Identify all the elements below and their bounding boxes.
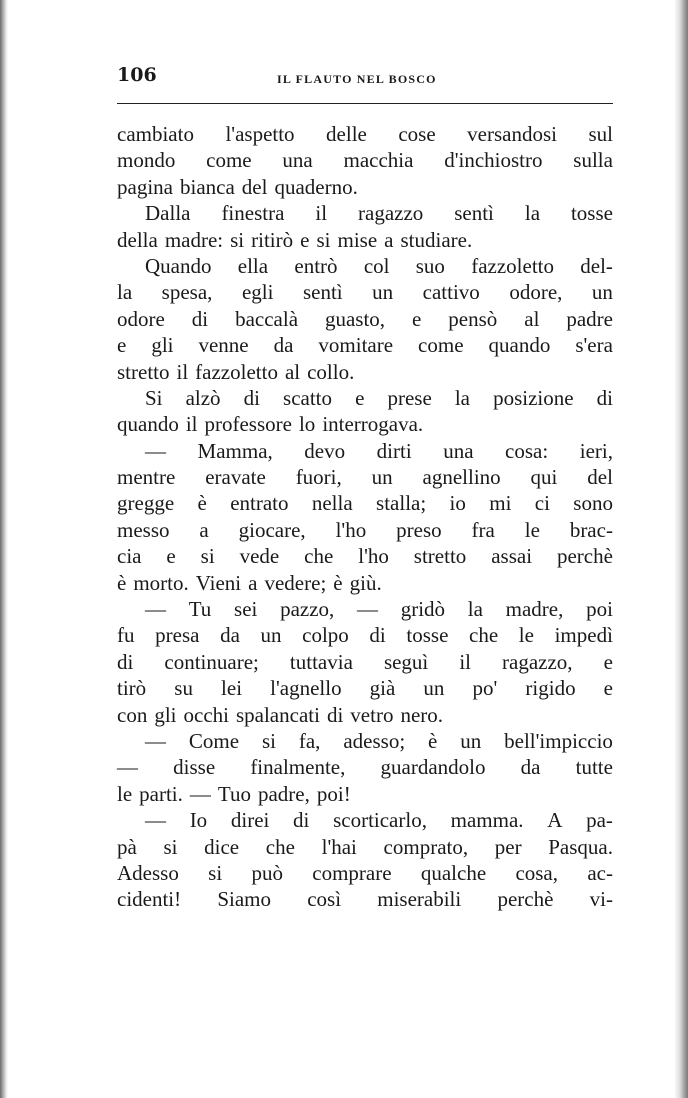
word: vetro [350, 702, 394, 727]
word: ci [534, 491, 550, 516]
word: qualche [420, 860, 487, 885]
word: scorticarlo, [333, 808, 427, 833]
word: baccalà [235, 306, 299, 331]
word: Si [145, 385, 163, 410]
word: di [117, 649, 134, 674]
word: Dalla [145, 201, 191, 226]
word: pà [117, 834, 137, 859]
word: entrò [294, 253, 338, 278]
text-line [117, 332, 613, 358]
word: un [371, 465, 393, 490]
word: padre [566, 306, 613, 331]
word: cose [398, 122, 436, 146]
text-line [117, 675, 613, 701]
text-line [117, 411, 613, 437]
word: il [459, 649, 471, 674]
text-line [117, 543, 613, 569]
word: Tuo [217, 781, 251, 806]
text-line [117, 306, 613, 332]
word: pensò [448, 306, 498, 331]
word: entrato [230, 491, 289, 516]
word: po' [472, 676, 498, 701]
word: cattivo [422, 280, 480, 305]
word: fu [117, 623, 135, 648]
text-line [117, 200, 613, 226]
text-line [117, 834, 613, 860]
word: madre: [164, 227, 224, 252]
word: le [518, 623, 534, 648]
word: mondo [117, 148, 176, 173]
word: può [251, 860, 283, 885]
word: finalmente, [250, 755, 346, 780]
word: rigido [525, 676, 576, 701]
word: spalancati [235, 702, 320, 727]
word: mise [337, 227, 378, 252]
word: prese [387, 385, 432, 410]
word: di [243, 385, 260, 410]
word: s'era [575, 333, 613, 358]
word: cosa: [505, 438, 549, 463]
word: l'ho [358, 544, 389, 569]
word: posizione [493, 385, 574, 410]
word: impedì [554, 623, 613, 648]
word: disse [173, 755, 216, 780]
word: si [200, 544, 215, 569]
word: gregge [117, 491, 175, 516]
word: brac- [569, 517, 613, 542]
word: la [467, 597, 483, 622]
word: a [199, 517, 209, 542]
running-title: IL FLAUTO NEL BOSCO [277, 72, 437, 86]
word: da [520, 755, 541, 780]
word: Mamma, [197, 438, 273, 463]
word: vi- [589, 887, 613, 912]
word: colpo [302, 623, 349, 648]
word: ella [237, 253, 269, 278]
word: un [260, 623, 282, 648]
text-line [117, 781, 613, 807]
word: — [117, 755, 138, 780]
text-line [117, 253, 613, 279]
text-line [117, 754, 613, 780]
word: ragazzo, [502, 649, 573, 674]
word: delle [326, 122, 367, 146]
word: dirti [376, 438, 412, 463]
word: è [197, 491, 207, 516]
word: mentre [117, 465, 176, 490]
text-line [117, 121, 613, 147]
text-line [117, 649, 613, 675]
word: Pasqua. [548, 834, 613, 859]
word: odore, [509, 280, 563, 305]
word: sono [573, 491, 613, 516]
word: bianca [179, 174, 235, 199]
word: la [117, 280, 133, 305]
word: d'inchiostro [444, 148, 543, 173]
word: il [315, 201, 328, 226]
word: stretto [413, 544, 467, 569]
text-line [117, 490, 613, 516]
word: gli [154, 702, 177, 727]
word: ieri, [579, 438, 613, 463]
word: sei [234, 597, 258, 622]
word: giocare, [238, 517, 306, 542]
page-number: 106 [117, 64, 157, 86]
word: del [241, 174, 268, 199]
word: per [494, 834, 522, 859]
word: nella [311, 491, 353, 516]
word: come [418, 333, 464, 358]
word: che [304, 544, 334, 569]
page-edge-shadow-left [0, 0, 8, 1098]
word: una [443, 438, 474, 463]
word: venne [198, 333, 249, 358]
word: mi [489, 491, 512, 516]
word: l'aspetto [225, 122, 295, 146]
word: della [117, 227, 158, 252]
word: suo [415, 253, 445, 278]
word: stretto [117, 359, 170, 384]
word: da [273, 333, 294, 358]
word: fa, [298, 728, 321, 753]
word: la [454, 385, 470, 410]
word: alzò [185, 385, 221, 410]
word: sentì [454, 201, 494, 226]
word: a [384, 227, 394, 252]
word: un [460, 728, 482, 753]
word: poi! [316, 781, 351, 806]
word: la [524, 201, 541, 226]
word: comprare [312, 860, 392, 885]
word: miserabili [377, 887, 462, 912]
word: di [326, 702, 344, 727]
text-line [117, 860, 613, 886]
text-line [117, 807, 613, 833]
word: fazzoletto [471, 253, 554, 278]
text-line [117, 174, 613, 200]
word: assai [491, 544, 533, 569]
word: è [117, 570, 127, 595]
word: — [145, 438, 166, 463]
word: tutte [575, 755, 613, 780]
word: collo. [307, 359, 355, 384]
word: che [265, 834, 295, 859]
word: madre, [505, 597, 564, 622]
word: da [220, 623, 240, 648]
word: come [206, 148, 252, 173]
word: — [145, 808, 166, 833]
word: sulla [573, 148, 613, 173]
word: è [333, 570, 343, 595]
word: interrogava. [322, 412, 424, 437]
word: bell'impiccio [504, 728, 613, 753]
word: pagina [117, 174, 173, 199]
word: e [412, 306, 422, 331]
text-line [117, 227, 613, 253]
word: pazzo, [280, 597, 335, 622]
word: e [603, 649, 613, 674]
word: un [591, 280, 613, 305]
word: finestra [221, 201, 285, 226]
word: gridò [400, 597, 446, 622]
word: l'ho [335, 517, 367, 542]
word: seguì [383, 649, 429, 674]
word: una [282, 148, 313, 173]
word: giù. [349, 570, 382, 595]
word: già [369, 676, 396, 701]
word: poi [586, 597, 613, 622]
word: guasto, [324, 306, 386, 331]
word: dice [204, 834, 240, 859]
word: preso [396, 517, 442, 542]
word: odore [117, 306, 165, 331]
word: sentì [302, 280, 343, 305]
word: di [596, 385, 613, 410]
word: fra [471, 517, 495, 542]
word: cambiato [117, 122, 194, 146]
word: vomitare [318, 333, 394, 358]
word: perchè [497, 887, 554, 912]
word: fazzoletto [195, 359, 278, 384]
word: di [369, 623, 386, 648]
word: occhi [183, 702, 229, 727]
word: eravate [205, 465, 266, 490]
word: scatto [283, 385, 333, 410]
word: quaderno. [274, 174, 358, 199]
word: continuare; [164, 649, 259, 674]
word: adesso; [343, 728, 406, 753]
word: parti. [139, 781, 183, 806]
word: tirò [117, 676, 147, 701]
word: lo [298, 412, 316, 437]
word: morto. [133, 570, 189, 595]
word: e [300, 227, 310, 252]
word: col [363, 253, 390, 278]
text-line [117, 622, 613, 648]
word: si [316, 227, 331, 252]
word: e [166, 544, 176, 569]
word: presa [155, 623, 200, 648]
word: — [189, 781, 211, 806]
word: — [357, 597, 379, 622]
word: a [248, 570, 258, 595]
word: e [355, 385, 365, 410]
word: spesa, [161, 280, 213, 305]
word: sul [588, 122, 613, 146]
word: professore [204, 412, 292, 437]
word: egli [241, 280, 274, 305]
word: gli [151, 333, 174, 358]
word: guardandolo [380, 755, 486, 780]
word: messo [117, 517, 170, 542]
word: stalla; [376, 491, 427, 516]
word: e [117, 333, 127, 358]
text-line [117, 517, 613, 543]
text-line [117, 464, 613, 490]
word: tosse [570, 201, 613, 226]
word: un [423, 676, 445, 701]
word: l'agnello [270, 676, 342, 701]
word: cidenti! [117, 887, 182, 912]
word: cia [117, 544, 142, 569]
word: si [208, 860, 223, 885]
body-text [117, 121, 613, 913]
word: Io [189, 808, 208, 833]
word: con [117, 702, 148, 727]
word: agnellino [422, 465, 501, 490]
word: al [284, 359, 301, 384]
word: mamma. [450, 808, 524, 833]
word: A [547, 808, 563, 833]
word: si [261, 728, 276, 753]
word: le [117, 781, 133, 806]
word: — [145, 728, 166, 753]
text-line [117, 279, 613, 305]
word: è [428, 728, 438, 753]
word: cosa, [515, 860, 559, 885]
header-rule [117, 103, 613, 104]
word: le [524, 517, 540, 542]
word: che [469, 623, 499, 648]
word: di [293, 808, 310, 833]
text-line [117, 728, 613, 754]
text-line [117, 886, 613, 912]
word: del [587, 465, 613, 490]
word: Siamo [217, 887, 272, 912]
word: Come [188, 728, 240, 753]
word: tuttavia [289, 649, 353, 674]
word: il [185, 412, 198, 437]
word: si [230, 227, 245, 252]
word: tosse [406, 623, 449, 648]
word: di [191, 306, 209, 331]
word: il [176, 359, 189, 384]
word: — [145, 597, 166, 622]
word: comprato, [383, 834, 469, 859]
word: macchia [343, 148, 414, 173]
page-edge-shadow-right [674, 0, 688, 1098]
word: padre, [257, 781, 310, 806]
word: perchè [556, 544, 613, 569]
word: Tu [188, 597, 212, 622]
word: si [163, 834, 178, 859]
word: quando [117, 412, 179, 437]
word: quando [488, 333, 551, 358]
word: lei [221, 676, 243, 701]
word: e [603, 676, 613, 701]
word: al [524, 306, 540, 331]
text-line [117, 702, 613, 728]
word: su [174, 676, 193, 701]
word: qui [530, 465, 558, 490]
word: versandosi [467, 122, 557, 146]
page-header [117, 64, 613, 96]
word: Vieni [195, 570, 242, 595]
text-line [117, 438, 613, 464]
word: devo [304, 438, 346, 463]
text-line [117, 359, 613, 385]
word: così [307, 887, 342, 912]
word: vede [239, 544, 280, 569]
word: ragazzo [358, 201, 424, 226]
word: pa- [586, 808, 613, 833]
word: un [372, 280, 394, 305]
word: Adesso [117, 860, 179, 885]
text-line [117, 570, 613, 596]
word: nero. [400, 702, 444, 727]
word: Quando [145, 253, 212, 278]
text-line [117, 147, 613, 173]
word: studiare. [400, 227, 473, 252]
word: l'hai [321, 834, 357, 859]
text-line [117, 596, 613, 622]
word: ac- [587, 860, 613, 885]
word: vedere; [264, 570, 327, 595]
text-line [117, 385, 613, 411]
word: ritirò [251, 227, 294, 252]
word: fuori, [295, 465, 342, 490]
word: io [449, 491, 466, 516]
word: direi [230, 808, 270, 833]
word: del- [580, 253, 613, 278]
